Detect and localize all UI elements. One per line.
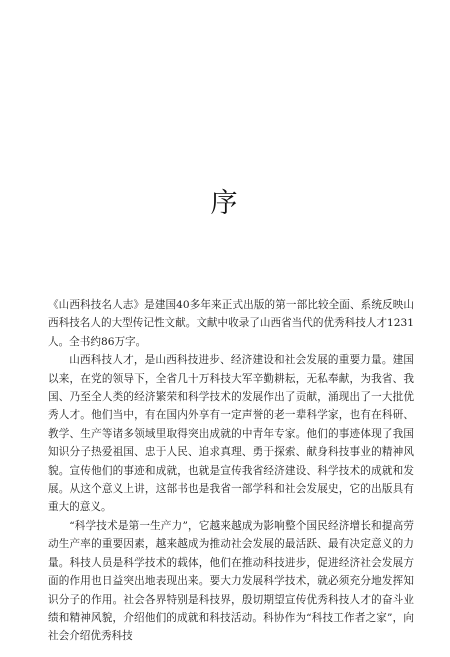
paragraph-3: “科学技术是第一生产力”，它越来越成为影响整个国民经济增长和提高劳动生产率的重要因素，越来越成为推动社会发展的最活跃、最有决定意义的力量。科技人员是科学技术的载体，他们在推动科技进步，促进经济社会发展方面的作用也日益突出地表现出来。要大力发展科学技术，就必须充分地发挥知识分子的作用。社会各界特别是科技界，殷切期望宣传优秀科技人才的奋斗业绩和精神风貌，介绍他们的成就和科技活动。科协作为“科技工作者之家”，向社会介绍优秀科技 [48, 519, 414, 643]
preface-body [48, 296, 414, 646]
paragraph-1: 《山西科技名人志》是建国40多年来正式出版的第一部比较全面、系统反映山西科技名人的大型传记性文献。文献中收录了山西省当代的优秀科技人才1231人。全书约86万字。 [48, 299, 414, 348]
paragraph-2: 山西科技人才，是山西科技进步、经济建设和社会发展的重要力量。建国以来，在党的领导下，全省几十万科技大军辛勤耕耘，无私奉献，为我省、我国、乃至全人类的经济繁荣和科学技术的发展作出了贡献，涌现出了一大批优秀人才。他们当中，有在国内外享有一定声誉的老一辈科学家，也有在科研、教学、生产等诸多领域里取得突出成就的中青年专家。他们的事迹体现了我国知识分子热爱祖国、忠于人民、追求真理、勇于探索、献身科技事业的精神风貌。宣传他们的事迹和成就，也就是宣传我省经济建设、科学技术的成就和发展。从这个意义上讲，这部书也是我省一部学科和社会发展史，它的出版具有重大的意义。 [48, 354, 414, 514]
page-title: 序 [210, 188, 240, 219]
